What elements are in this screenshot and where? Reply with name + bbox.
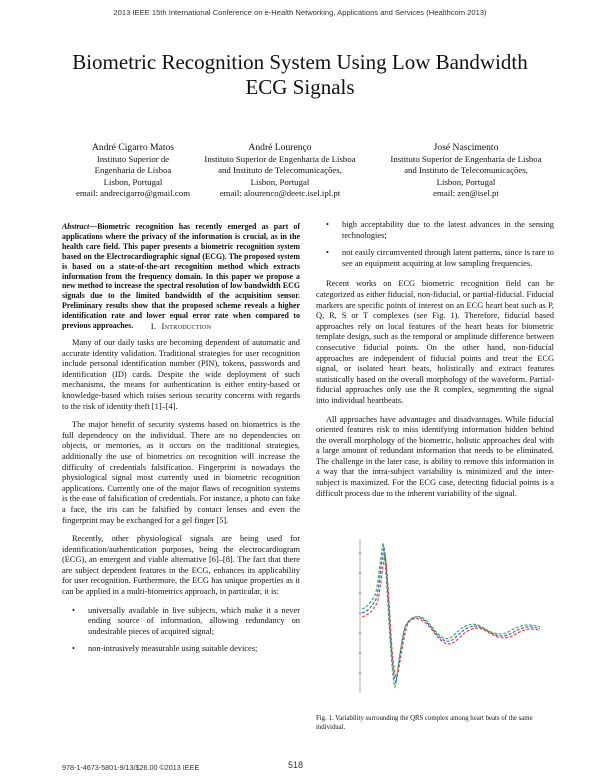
bullet-icon: •: [326, 220, 329, 229]
list-item: [316, 220, 554, 241]
paragraph: Recently, other physiological signals are being used for identification/authentication purposes, being the electrocardiogram (ECG), an emergent and viable alternative [6]–[8]. The fact that there are subject dependent features in the ECG, enhances its applicability for user recognition. Furthermore, the ECG has unique properties as it can be applied in a multi-biometrics approach, in particular, it is:: [62, 534, 300, 597]
left-column-body: [62, 338, 300, 665]
paragraph: The major benefit of security systems based on biometrics is the full dependency on the individual. There are no dependencies on objects, or memories, as it occurs on the traditional strategies, additionally the use of biometrics on recognition will increase the difficulty of credentials falsification. Fingerprint is nowadays the physiological signal most currently used in biometric recognition applications. Currently one of the major flaws of recognition systems is the ease of falsification of credentials. For instance, a photo can fake a face, the iris can be falsified by contact lenses and even the fingerprint may be exchanged for a gel finger [5].: [62, 420, 300, 525]
author-affiliation: and Instituto de Telecomunicações,: [404, 165, 528, 176]
section-number: I.: [150, 321, 157, 331]
section-title: Introduction: [161, 321, 212, 331]
author-email: email: andrecigarro@gmail.com: [75, 188, 191, 199]
paragraph: Many of our daily tasks are becoming dependent of automatic and accurate identity validation. Traditional strategies for user recognition include personal identification number (PIN), tokens, passwords and identification (ID) cards. Despite the wide deployment of such mechanisms, the means for authentication is either entity-based or knowledge-based which raises serious security concerns with regards to the risk of identity theft [1]–[4].: [62, 338, 300, 411]
abstract-text: —Biometric recognition has recently emerged as part of applications where the privacy of the information is crucial, as in the health care field. This paper presents a biometric recognition system based on the Electrocardiographic signal (ECG). The proposed system is based on a state-of-the-art recognition method which extracts information from the frequency domain. In this paper we propose a new method to increase the spectral resolution of low bandwidth ECG signals due to the limited bandwidth of the acquisition sensor. Preliminary results show that the proposed scheme reveals a higher identification rate and lower equal error rate when compared to previous approaches.: [62, 222, 300, 331]
author-affiliation: Engenharia de Lisboa: [94, 165, 172, 176]
paragraph: All approaches have advantages and disadvantages. While fiducial oriented features risk to miss identifying information hidden behind the overall morphology of the biometric, holistic approaches deal with a large amount of redundant information that needs to be eliminated. The challenge in the later case, is ability to remove this information in a way that the intra-subject variability is minimized and the inter-subject is maximized. For the ECG case, detecting fiducial points is a difficult process due to the inherent variability of the signal.: [316, 414, 554, 498]
author-affiliation: Instituto Superior de: [96, 153, 170, 164]
figure-1: [316, 533, 554, 703]
copyright-footer: 978-1-4673-5801-9/13/$26.00 ©2013 IEEE: [62, 763, 200, 772]
list-item: [62, 606, 300, 638]
bullet-icon: •: [72, 644, 75, 654]
bullet-icon: •: [72, 605, 75, 615]
author-name: André Lourenço: [248, 142, 312, 153]
author-affiliation: Instituto Superior de Engenharia de Lisboa: [204, 153, 356, 164]
author-email: email: zen@isel.pt: [433, 188, 499, 199]
bullet-list: [316, 220, 554, 269]
abstract-label: Abstract: [62, 222, 90, 231]
author-affiliation: and Instituto de Telecomunicações,: [218, 165, 342, 176]
page-number: 518: [288, 760, 304, 770]
author-block-1: [58, 142, 208, 200]
bullet-icon: •: [326, 248, 329, 258]
list-item-text: non-intrusively measurable using suitable devices;: [88, 644, 258, 654]
bullet-list: [62, 606, 300, 655]
right-column-body: [316, 220, 554, 507]
author-name: André Cigarro Matos: [91, 142, 175, 153]
author-block-3: [376, 142, 556, 200]
figure-caption: Fig. 1. Variability surrounding the QRS complex among heart beats of the same individual.: [316, 715, 533, 731]
list-item-text: universally available in live subjects, which make it a never ending source of information, allowing redundancy on undesirable pieces of acquired signal;: [88, 605, 300, 636]
author-affiliation: Instituto Superior de Engenharia de Lisboa: [390, 153, 542, 164]
paragraph: Recent works on ECG biometric recognition field can be categorized as either fiducial, non-fiducial, or partial-fiducial. Fiducial markers are specific points of interest on an ECG heart beat such as P, Q, R, S or T complexes (see Fig. 1). Therefore, fiducial based approaches rely on local features of the heart beats for biometric template design, such as the temporal or amplitude difference between consecutive fiducial points. On the other hand, non-fiducial approaches are independent of fiducial points and treat the ECG signal, or isolated heart beats, holistically and extract features statistically based on the overall morphology of the waveform. Partial-fiducial approaches only use the R complex, segmenting the signal into individual heartbeats.: [316, 279, 554, 405]
author-location: Lisbon, Portugal: [250, 176, 310, 187]
list-item: [62, 644, 300, 655]
ecg-variability-plot: [316, 533, 554, 703]
abstract: [62, 222, 300, 331]
list-item: [316, 248, 554, 269]
author-email: email: alourenco@deetc.isel.ipl.pt: [219, 188, 341, 199]
author-location: Lisbon, Portugal: [103, 176, 163, 187]
author-block-2: [190, 142, 370, 200]
conference-header: 2013 IEEE 15th International Conference on e-Health Networking, Applications and Services (Healthcom 2013): [113, 8, 487, 17]
section-heading: [62, 321, 300, 331]
author-location: Lisbon, Portugal: [436, 176, 496, 187]
author-name: José Nascimento: [433, 142, 499, 153]
list-item-text: high acceptability due to the latest advances in the sensing technologies;: [342, 220, 554, 240]
paper-title: Biometric Recognition System Using Low Bandwidth ECG Signals: [72, 50, 528, 99]
list-item-text: not easily circumvented through latent patterns, since is rare to see an equipment acquiring at low sampling frequencies.: [342, 248, 554, 268]
